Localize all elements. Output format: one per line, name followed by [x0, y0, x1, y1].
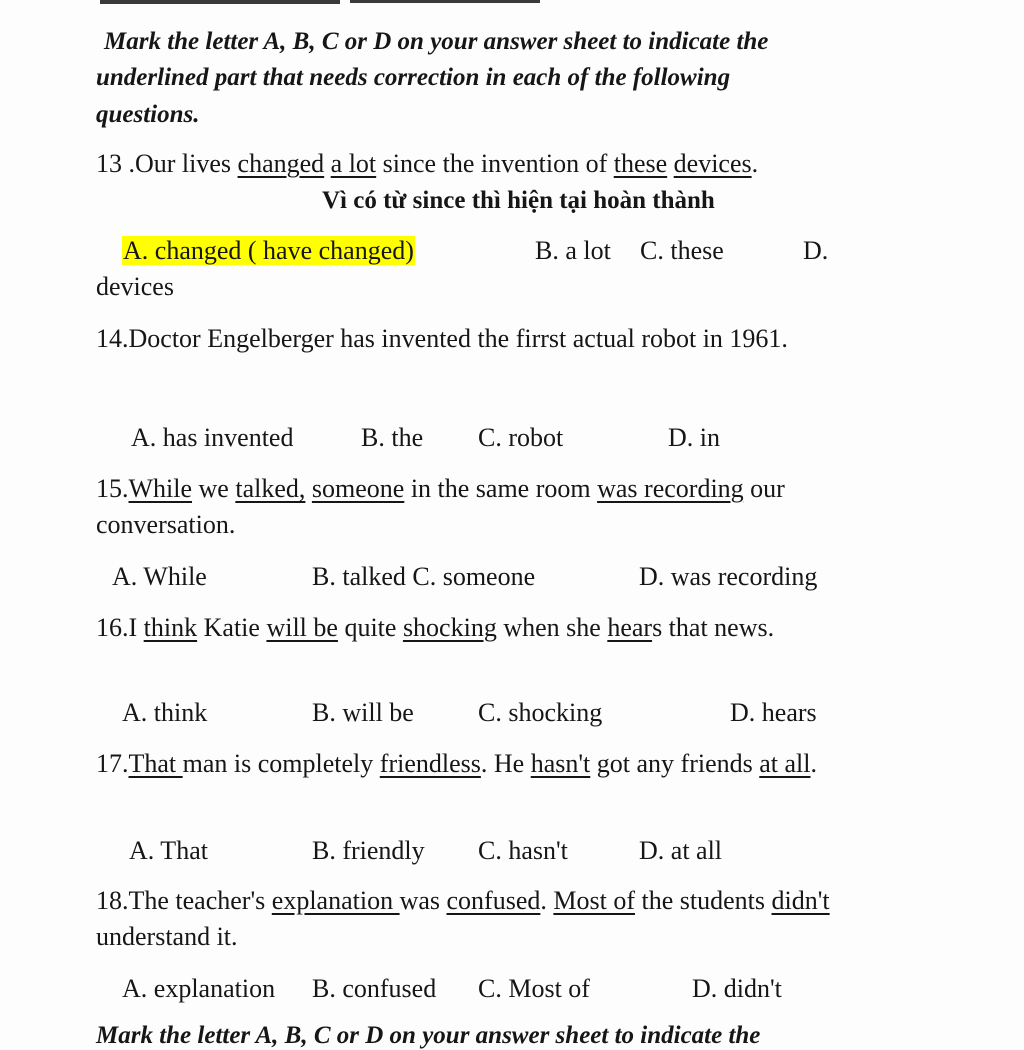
q18-text: the students: [635, 886, 772, 915]
q13-option-d-wrap: devices: [96, 272, 174, 301]
q15-text: we: [192, 474, 236, 503]
q17-option-d[interactable]: D. at all: [639, 836, 723, 865]
q16-option-c[interactable]: C. shocking: [478, 698, 603, 727]
q15-option-a[interactable]: A. While: [112, 562, 207, 591]
q13-option-a[interactable]: [122, 236, 415, 266]
question-15-prompt-wrap: conversation.: [96, 510, 236, 539]
q13-underlined-c: these: [613, 149, 668, 178]
q16-text: 16.I: [96, 613, 144, 642]
q17-text: man is completely: [182, 749, 380, 778]
top-rule-fragment: [100, 0, 340, 4]
q16-underlined-a: think: [143, 613, 198, 642]
q13-option-c[interactable]: C. these: [640, 236, 724, 265]
q18-underlined-b: confused: [446, 886, 541, 915]
q15-text: our: [743, 474, 785, 503]
q18-underlined-d: didn't: [771, 886, 830, 915]
footer-instruction-cutoff: Mark the letter A, B, C or D on your answer sheet to indicate the: [96, 1022, 761, 1049]
q13-underlined-b: a lot: [330, 149, 377, 178]
q13-text: since the invention of: [376, 149, 614, 178]
q13-text: .: [751, 149, 759, 178]
question-17-prompt: [96, 749, 817, 779]
q14-option-a[interactable]: A. has invented: [131, 423, 294, 452]
q18-text: .: [540, 886, 554, 915]
q17-option-a[interactable]: A. That: [129, 836, 208, 865]
instruction-line-1: Mark the letter A, B, C or D on your answer sheet to indicate the: [104, 28, 769, 55]
q14-option-d[interactable]: D. in: [668, 423, 720, 452]
q16-underlined-d: hear: [607, 613, 653, 642]
q18-underlined-a: explanation: [271, 886, 400, 915]
q17-underlined-b: friendless: [379, 749, 481, 778]
question-15-prompt: [96, 474, 785, 504]
question-13-prompt: [96, 149, 758, 179]
q15-text: in the same room: [404, 474, 598, 503]
q15-underlined-a: While: [128, 474, 193, 503]
q18-underlined-c: Most of: [553, 886, 635, 915]
q18-option-d[interactable]: D. didn't: [692, 974, 782, 1003]
instruction-line-3: questions.: [96, 101, 200, 128]
q16-text: quite: [337, 613, 403, 642]
q14-option-b[interactable]: B. the: [361, 423, 424, 452]
q16-option-d[interactable]: D. hears: [730, 698, 817, 727]
q15-underlined-d: was recording: [597, 474, 744, 503]
question-18-prompt: [96, 886, 830, 916]
q17-text: 17.: [96, 749, 129, 778]
q13-underlined-a: changed: [237, 149, 325, 178]
q17-text: got any friends: [590, 749, 760, 778]
q17-text: . He: [480, 749, 531, 778]
q15-option-d[interactable]: D. was recording: [639, 562, 818, 591]
top-rule-fragment-2: [350, 0, 540, 3]
q16-underlined-c: shocking: [402, 613, 497, 642]
q18-option-c[interactable]: C. Most of: [478, 974, 590, 1003]
q16-text: s that news.: [652, 613, 775, 642]
q13-option-d[interactable]: D.: [803, 236, 829, 265]
q17-underlined-d: at all: [759, 749, 811, 778]
q17-underlined-a: That: [128, 749, 183, 778]
q15-option-bc[interactable]: B. talked C. someone: [312, 562, 536, 591]
q16-text: when she: [496, 613, 608, 642]
q17-text: .: [810, 749, 818, 778]
question-16-prompt: [96, 613, 774, 643]
question-18-prompt-wrap: understand it.: [96, 922, 238, 951]
q16-underlined-b: will be: [266, 613, 338, 642]
q18-option-a[interactable]: A. explanation: [122, 974, 276, 1003]
instruction-line-2: underlined part that needs correction in each of the following: [96, 64, 731, 91]
q16-option-a[interactable]: A. think: [122, 698, 208, 727]
q13-option-b[interactable]: B. a lot: [535, 236, 611, 265]
q18-text: was: [399, 886, 447, 915]
q18-text: 18.The teacher's: [96, 886, 272, 915]
q15-underlined-c: someone: [311, 474, 405, 503]
q13-underlined-d: devices: [673, 149, 752, 178]
q17-option-c[interactable]: C. hasn't: [478, 836, 568, 865]
q14-option-c[interactable]: C. robot: [478, 423, 564, 452]
question-14-prompt: 14.Doctor Engelberger has invented the firrst actual robot in 1961.: [96, 324, 788, 353]
q16-text: Katie: [197, 613, 267, 642]
q17-underlined-c: hasn't: [530, 749, 591, 778]
q15-underlined-b: talked,: [235, 474, 306, 503]
q15-text: 15.: [96, 474, 129, 503]
q18-option-b[interactable]: B. confused: [312, 974, 437, 1003]
q13-option-a-label: A. changed ( have changed): [123, 236, 414, 265]
q13-text: 13 .Our lives: [96, 149, 238, 178]
question-13-note: Vì có từ since thì hiện tại hoàn thành: [322, 187, 715, 214]
q16-option-b[interactable]: B. will be: [312, 698, 414, 727]
q17-option-b[interactable]: B. friendly: [312, 836, 425, 865]
